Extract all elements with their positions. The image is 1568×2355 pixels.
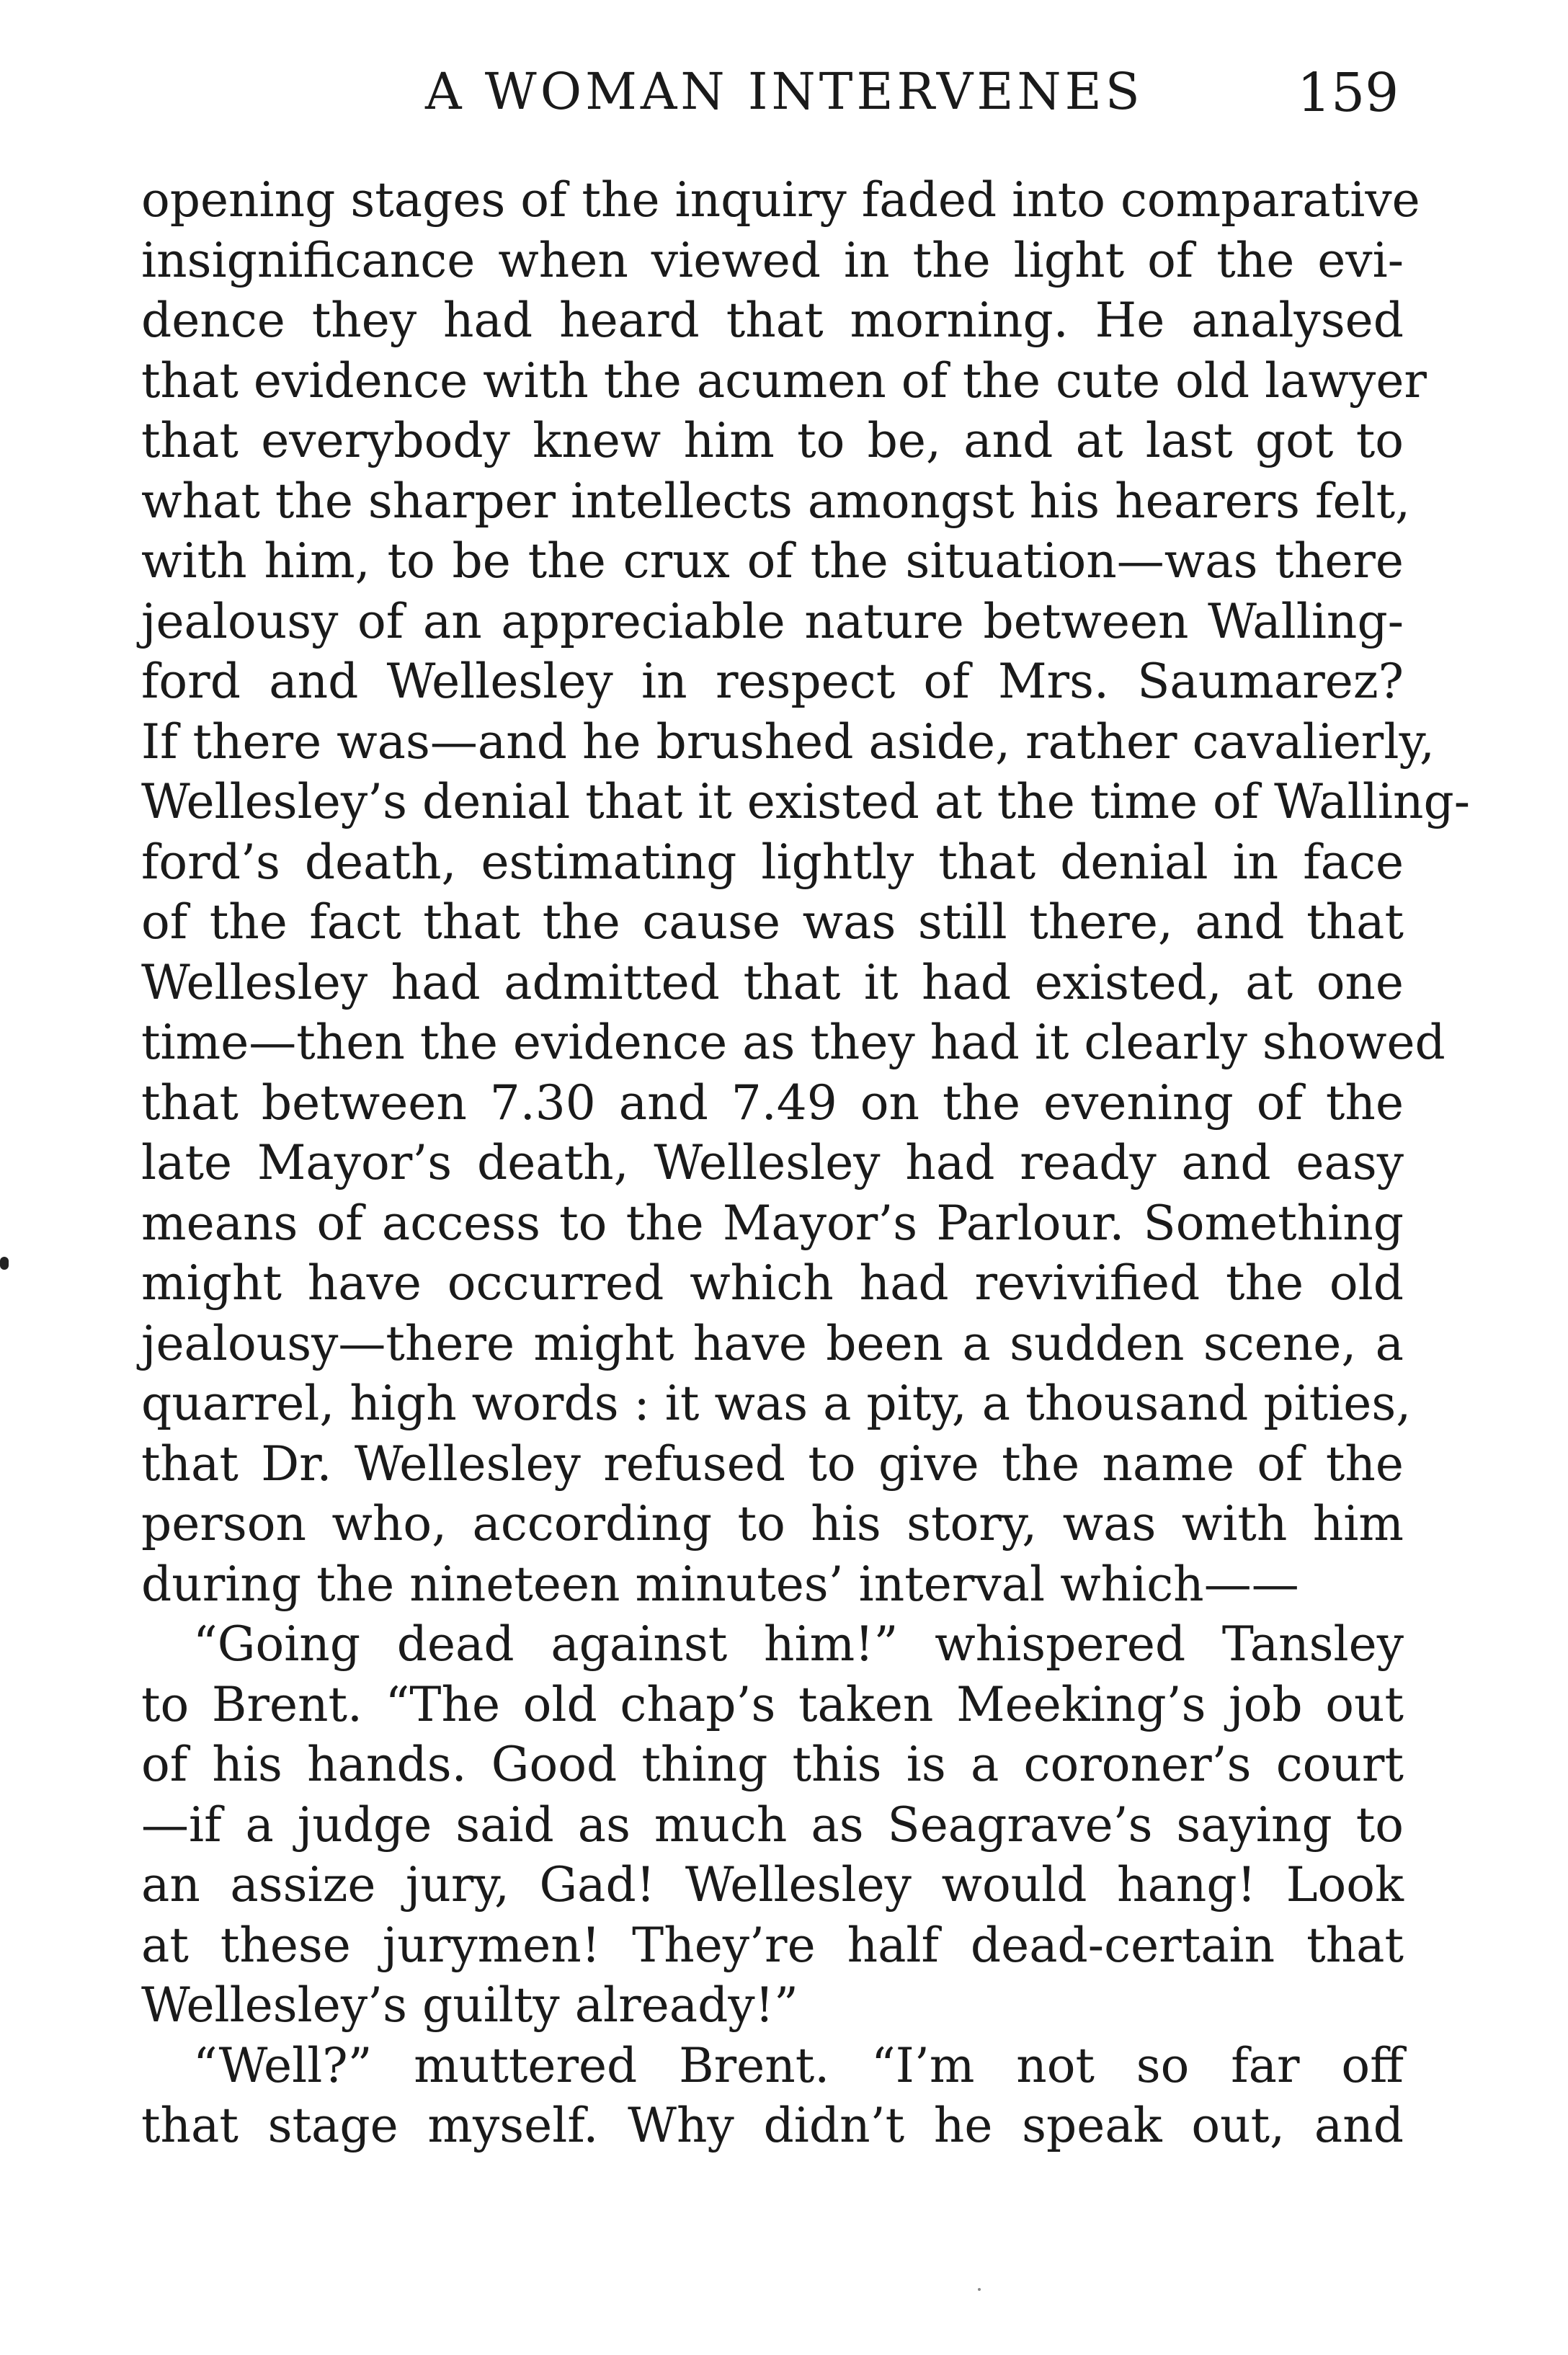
text-line: an assize jury, Gad! Wellesley would hang! Look [141, 1857, 1404, 1913]
text-line: what the sharper intellects amongst his hearers felt, [141, 473, 1411, 529]
running-head [0, 62, 1568, 141]
text-line: “Well?” muttered Brent. “I’m not so far off [193, 2037, 1404, 2093]
text-line: jealousy—there might have been a sudden scene, a [141, 1315, 1404, 1371]
text-line: insignificance when viewed in the light of the evi- [141, 232, 1404, 288]
text-line: jealousy of an appreciable nature between Walling- [141, 593, 1404, 649]
text-line: might have occurred which had revivified the old [141, 1255, 1404, 1311]
text-line: late Mayor’s death, Wellesley had ready and easy [141, 1135, 1404, 1190]
page-number: 159 [1297, 62, 1399, 124]
body-text [141, 170, 1471, 2156]
text-line: that between 7.30 and 7.49 on the evening of the [141, 1074, 1404, 1131]
text-line: Wellesley’s guilty already!” [141, 1977, 798, 2033]
text-line: “Going dead against him!” whispered Tansley [193, 1616, 1404, 1672]
text-line: of his hands. Good thing this is a coroner’s court [141, 1737, 1404, 1792]
text-line: at these jurymen! They’re half dead-certain that [141, 1917, 1404, 1973]
text-line: Wellesley had admitted that it had existed, at one [141, 954, 1404, 1010]
text-line: that evidence with the acumen of the cute old lawyer [141, 352, 1427, 409]
text-line: person who, according to his story, was with him [141, 1496, 1404, 1552]
running-title: A WOMAN INTERVENES [425, 62, 1144, 121]
text-line: ford and Wellesley in respect of Mrs. Saumarez? [141, 654, 1404, 709]
text-line: to Brent. “The old chap’s taken Meeking’s job out [141, 1676, 1404, 1732]
text-line: with him, to be the crux of the situation—was there [141, 533, 1404, 589]
text-line: that stage myself. Why didn’t he speak out, and [141, 2098, 1404, 2153]
text-line: time—then the evidence as they had it clearly showed [141, 1015, 1446, 1070]
text-line: quarrel, high words : it was a pity, a thousand pities, [141, 1376, 1412, 1431]
paper-speck [978, 2288, 981, 2291]
text-line: means of access to the Mayor’s Parlour. Something [141, 1195, 1404, 1251]
text-line: that everybody knew him to be, and at last got to [141, 413, 1404, 468]
text-line: Wellesley’s denial that it existed at the time of Walling- [141, 774, 1471, 829]
text-line: during the nineteen minutes’ interval which—— [141, 1556, 1299, 1612]
text-line: dence they had heard that morning. He analysed [141, 293, 1404, 348]
text-line: ford’s death, estimating lightly that denial in face [141, 834, 1404, 890]
text-line: If there was—and he brushed aside, rather cavalierly, [141, 713, 1435, 770]
text-line: opening stages of the inquiry faded into comparative [141, 172, 1420, 228]
text-line: —if a judge said as much as Seagrave’s saying to [141, 1797, 1404, 1853]
text-line: of the fact that the cause was still there, and that [141, 894, 1404, 950]
margin-ink-mark [0, 1257, 9, 1270]
text-line: that Dr. Wellesley refused to give the name of the [141, 1435, 1404, 1492]
